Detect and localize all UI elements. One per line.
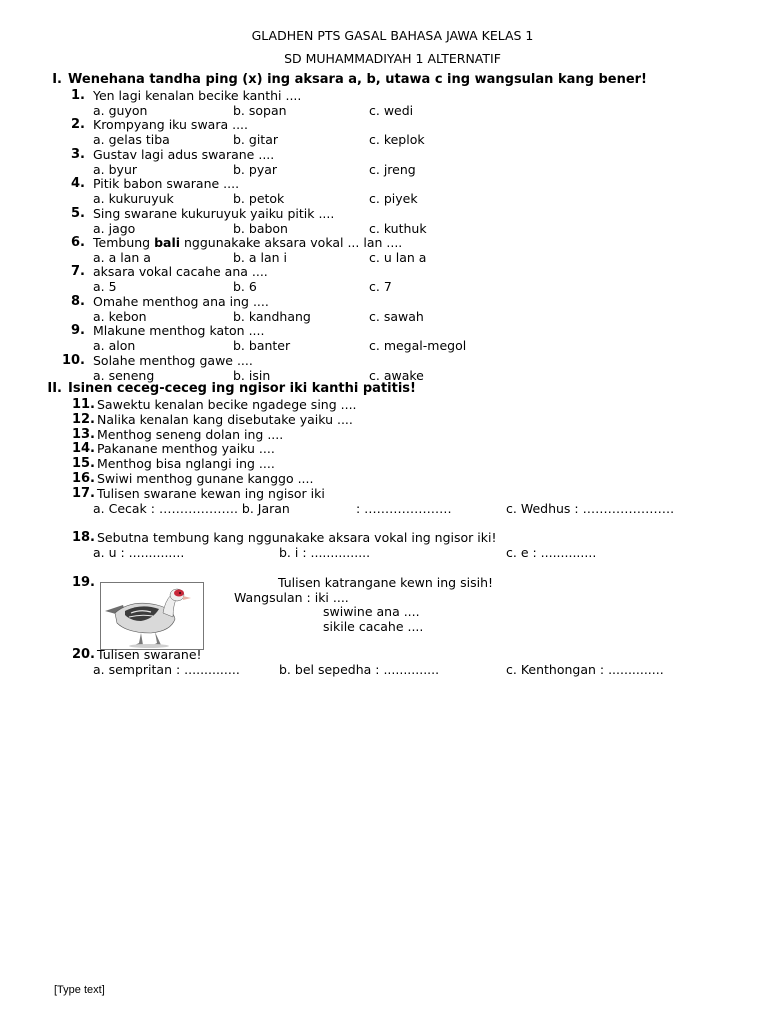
muscovy-duck-image: [101, 583, 203, 649]
question-text: Sing swarane kukuruyuk yaiku pitik ....: [93, 206, 335, 221]
item-text: Menthog seneng dolan ing ....: [97, 427, 284, 442]
option-a[interactable]: a. a lan a: [93, 250, 151, 265]
question-number: 2.: [71, 117, 85, 132]
section-1-instruction: Wenehana tandha ping (x) ing aksara a, b, utawa c ing wangsulan kang bener!: [68, 72, 647, 87]
question-18-option-a: a. u : ..............: [93, 545, 185, 560]
option-a[interactable]: a. alon: [93, 338, 136, 353]
item-number: 15.: [71, 456, 95, 471]
question-20-option-b: b. bel sepedha : ..............: [279, 662, 440, 677]
question-number: 4.: [71, 176, 85, 191]
question-19-prompt: Tulisen katrangane kewn ing sisih!: [278, 575, 493, 590]
question-number: 1.: [71, 88, 85, 103]
question-17-option-c: c. Wedhus : ………………….: [506, 501, 675, 516]
title-line-2: SD MUHAMMADIYAH 1 ALTERNATIF: [284, 51, 501, 66]
title-line-1: GLADHEN PTS GASAL BAHASA JAWA KELAS 1: [251, 28, 534, 43]
item-number: 12.: [71, 412, 95, 427]
option-c[interactable]: c. kuthuk: [369, 221, 427, 236]
question-17-number: 17.: [71, 486, 95, 501]
question-17-option-b: : …………………: [356, 501, 452, 516]
question-number: 8.: [71, 294, 85, 309]
option-c[interactable]: c. 7: [369, 279, 392, 294]
question-text: Solahe menthog gawe ....: [93, 353, 253, 368]
option-c[interactable]: c. awake: [369, 368, 424, 383]
question-19-line-2: swiwine ana ....: [323, 604, 420, 619]
option-b[interactable]: b. a lan i: [233, 250, 288, 265]
question-number: 3.: [71, 147, 85, 162]
section-1-heading: [34, 72, 647, 87]
footer-placeholder: [Type text]: [54, 984, 105, 996]
question-18-number: 18.: [71, 530, 95, 545]
question-number: 6.: [71, 235, 85, 250]
section-2-roman: II.: [47, 381, 62, 396]
item-number: 16.: [71, 471, 95, 486]
question-text: Mlakune menthog katon ....: [93, 323, 265, 338]
question-19-number: 19.: [71, 575, 95, 590]
option-b[interactable]: b. 6: [233, 279, 257, 294]
option-a[interactable]: a. guyon: [93, 103, 148, 118]
section-2-heading: [34, 381, 416, 396]
option-c[interactable]: c. piyek: [369, 191, 418, 206]
item-text: Pakanane menthog yaiku ....: [97, 441, 275, 456]
question-text: [93, 235, 402, 250]
option-b[interactable]: b. kandhang: [233, 309, 311, 324]
question-text-post: nggunakake aksara vokal ... lan ....: [180, 235, 403, 250]
question-number: 9.: [71, 323, 85, 338]
question-text-bold: bali: [154, 235, 181, 250]
option-b[interactable]: b. petok: [233, 191, 285, 206]
question-20-number: 20.: [71, 647, 95, 662]
option-b[interactable]: b. gitar: [233, 132, 278, 147]
option-a[interactable]: a. kebon: [93, 309, 147, 324]
question-text-pre: Tembung: [93, 235, 155, 250]
question-20-option-a: a. sempritan : ..............: [93, 662, 240, 677]
question-text: Pitik babon swarane ....: [93, 176, 240, 191]
item-number: 11.: [71, 397, 95, 412]
question-text: Yen lagi kenalan becike kanthi ....: [93, 88, 302, 103]
item-number: 13.: [71, 427, 95, 442]
option-c[interactable]: c. jreng: [369, 162, 416, 177]
question-17-option-a: a. Cecak : ………………. b. Jaran: [93, 501, 290, 516]
option-a[interactable]: a. kukuruyuk: [93, 191, 174, 206]
section-1-roman: I.: [52, 72, 62, 87]
option-a[interactable]: a. byur: [93, 162, 138, 177]
option-b[interactable]: b. banter: [233, 338, 291, 353]
option-a[interactable]: a. 5: [93, 279, 117, 294]
question-text: Krompyang iku swara ....: [93, 117, 248, 132]
option-c[interactable]: c. megal-megol: [369, 338, 467, 353]
question-20-text: Tulisen swarane!: [97, 647, 202, 662]
question-19-line-3: sikile cacahe ....: [323, 619, 424, 634]
item-text: Menthog bisa nglangi ing ....: [97, 456, 275, 471]
option-c[interactable]: c. sawah: [369, 309, 424, 324]
item-number: 14.: [71, 441, 95, 456]
option-c[interactable]: c. keplok: [369, 132, 425, 147]
item-text: Nalika kenalan kang disebutake yaiku ....: [97, 412, 353, 427]
option-c[interactable]: c. u lan a: [369, 250, 427, 265]
question-18-text: Sebutna tembung kang nggunakake aksara vokal ing ngisor iki!: [97, 530, 497, 545]
question-19-answer-label: Wangsulan : iki ....: [234, 590, 349, 605]
question-text: aksara vokal cacahe ana ....: [93, 264, 268, 279]
question-number: 5.: [71, 206, 85, 221]
question-18-option-c: c. e : ..............: [506, 545, 597, 560]
duck-picture: [100, 582, 204, 650]
question-number: 10.: [61, 353, 85, 368]
option-b[interactable]: b. pyar: [233, 162, 278, 177]
option-a[interactable]: a. seneng: [93, 368, 155, 383]
option-a[interactable]: a. gelas tiba: [93, 132, 170, 147]
option-a[interactable]: a. jago: [93, 221, 136, 236]
question-text: Gustav lagi adus swarane ....: [93, 147, 275, 162]
question-17-text: Tulisen swarane kewan ing ngisor iki: [97, 486, 325, 501]
option-c[interactable]: c. wedi: [369, 103, 414, 118]
section-2-instruction: Isinen ceceg-ceceg ing ngisor iki kanthi patitis!: [68, 381, 416, 396]
question-20-option-c: c. Kenthongan : ..............: [506, 662, 664, 677]
option-b[interactable]: b. isin: [233, 368, 271, 383]
option-b[interactable]: b. babon: [233, 221, 288, 236]
question-number: 7.: [71, 264, 85, 279]
question-18-option-b: b. i : ...............: [279, 545, 371, 560]
option-b[interactable]: b. sopan: [233, 103, 287, 118]
item-text: Swiwi menthog gunane kanggo ....: [97, 471, 314, 486]
item-text: Sawektu kenalan becike ngadege sing ....: [97, 397, 357, 412]
question-text: Omahe menthog ana ing ....: [93, 294, 269, 309]
